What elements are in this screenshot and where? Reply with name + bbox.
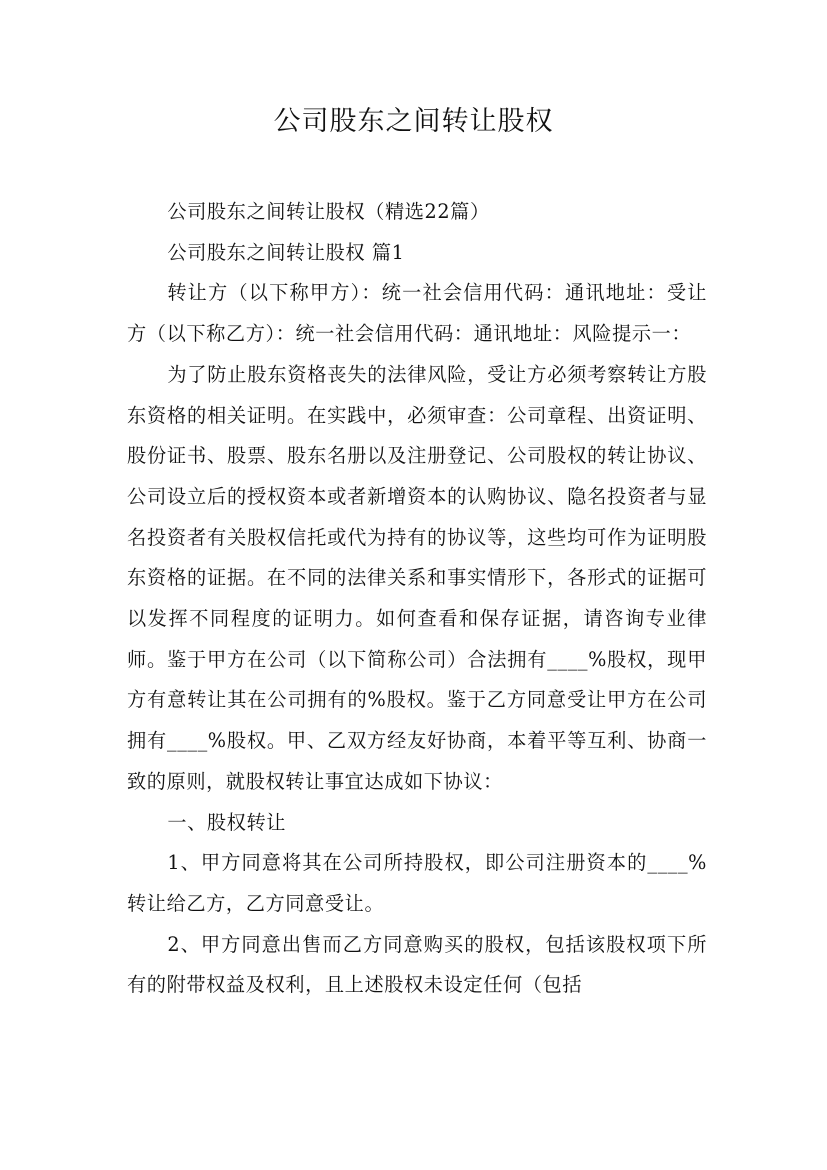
subtitle-paragraph: 公司股东之间转让股权（精选22篇） (167, 200, 490, 223)
clause-2-paragraph: 2、甲方同意出售而乙方同意购买的股权，包括该股权项下所有的附带权益及权利，且上述股权未设定任何（包括 (127, 932, 707, 997)
section-heading-paragraph: 公司股东之间转让股权 篇1 (167, 240, 405, 264)
document-title: 公司股东之间转让股权 (273, 106, 554, 137)
parties-paragraph: 转让方（以下称甲方）：统一社会信用代码：通讯地址：受让方（以下称乙方）：统一社会信用代码：通讯地址：风险提示一： (127, 281, 707, 346)
clause-heading-paragraph: 一、股权转让 (167, 810, 287, 834)
risk-notice-paragraph: 为了防止股东资格丧失的法律风险，受让方必须考察转让方股东资格的相关证明。在实践中，必须审查：公司章程、出资证明、股份证书、股票、股东名册以及注册登记、公司股权的转让协议、公司设立后的授权资本或者新增资本的认购协议、隐名投资者与显名投资者有关股权信托或代为持有的协议等，这些均可作为证明股东资格的证据。在不同的法律关系和事实情形下，各形式的证据可以发挥不同程度的证明力。如何查看和保存证据，请咨询专业律师。鉴于甲方在公司（以下简称公司）合法拥有____%股权，现甲方有意转让其在公司拥有的%股权。鉴于乙方同意受让甲方在公司拥有____%股权。甲、乙双方经友好协商，本着平等互利、协商一致的原则，就股权转让事宜达成如下协议： (127, 362, 707, 793)
clause-1-paragraph: 1、甲方同意将其在公司所持股权，即公司注册资本的____%转让给乙方，乙方同意受让。 (127, 851, 707, 915)
document-body (127, 192, 707, 1006)
